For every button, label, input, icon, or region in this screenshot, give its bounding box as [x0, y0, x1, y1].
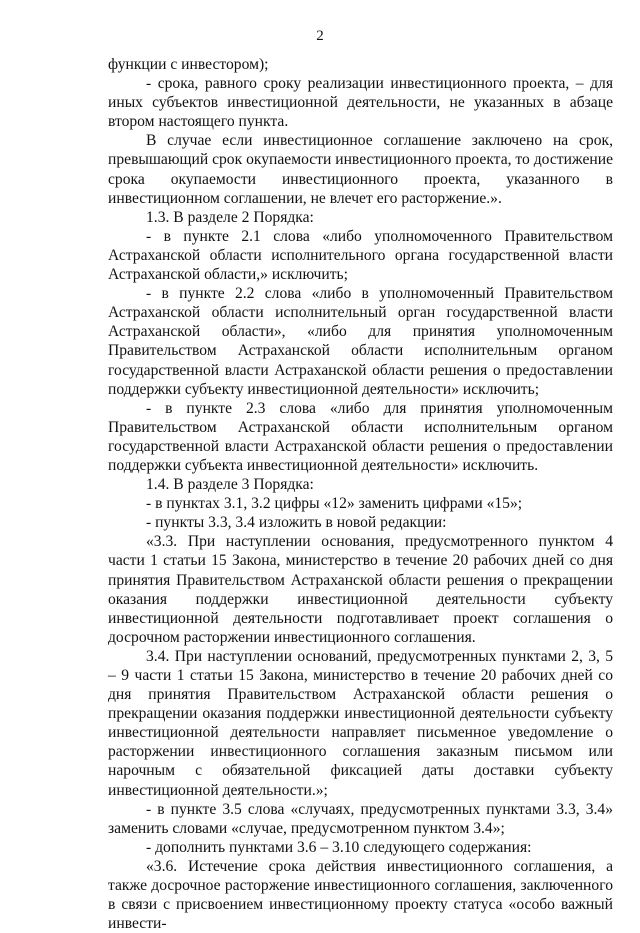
document-body	[108, 55, 613, 933]
paragraph-items-3-1-3-2: - в пунктах 3.1, 3.2 цифры «12» заменить цифрами «15»;	[146, 495, 523, 513]
page-number: 2	[316, 28, 324, 44]
paragraph-item-2-2: - в пункте 2.2 слова «либо в уполномоченный Правительством Астраханской области исполнительный орган государственной власти Астраханской области», «либо для принятия уполномоченным Правительством Астраханской области исполнительным органом государственной власти Астраханской области решения о предоставлении поддержки субъекту инвестиционной деятельности» исключить;	[108, 285, 613, 398]
paragraph-item-3-4: 3.4. При наступлении оснований, предусмотренных пунктами 2, 3, 5 – 9 части 1 статьи 15 Закона, министерство в течение 20 рабочих дней со дня принятия Правительством Астраханской области решения о прекращении оказания поддержки инвестиционной деятельности субъекту инвестиционной деятельности направляет письменное уведомление о расторжении инвестиционного соглашения заказным письмом или нарочным с обязательной фиксацией даты доставки субъекту инвестиционной деятельности.»;	[108, 647, 613, 799]
paragraph-item-3-6: «3.6. Истечение срока действия инвестиционного соглашения, а также досрочное расторжение инвестиционного соглашения, заключенного в связи с присвоением инвестиционному проекту статуса «особо важный инвести-	[108, 857, 613, 933]
paragraph-section-2-heading: 1.3. В разделе 2 Порядка:	[146, 208, 314, 226]
paragraph-item-3-5: - в пункте 3.5 слова «случаях, предусмотренных пунктами 3.3, 3.4» заменить словами «случае, предусмотренном пунктом 3.4»;	[108, 800, 613, 837]
paragraph-supplement: - дополнить пунктами 3.6 – 3.10 следующего содержания:	[146, 838, 532, 856]
paragraph-item-2-1: - в пункте 2.1 слова «либо уполномоченного Правительством Астраханской области исполнительного органа государственной власти Астраханской области,» исключить;	[108, 227, 613, 284]
paragraph-section-3-heading: 1.4. В разделе 3 Порядка:	[146, 476, 314, 494]
paragraph-item-2-3: - в пункте 2.3 слова «либо для принятия уполномоченным Правительством Астраханской области исполнительным органом государственной власти Астраханской области решения о предоставлении поддержки субъекта инвестиционной деятельности» исключить.	[108, 399, 613, 474]
paragraph-item-3-3: «3.3. При наступлении основания, предусмотренного пунктом 4 части 1 статьи 15 Закона, министерство в течение 20 рабочих дней со дня принятия Правительством Астраханской области решения о прекращении оказания поддержки инвестиционной деятельности субъекту инвестиционной деятельности подготавливает проект соглашения о досрочном расторжении инвестиционного соглашения.	[108, 533, 613, 646]
paragraph-payback-term: В случае если инвестиционное соглашение заключено на срок, превышающий срок окупаемости инвестиционного проекта, то достижение срока окупаемости инвестиционного проекта, указанного в инвестиционном соглашении, не влечет его расторжение.».	[108, 132, 614, 207]
paragraph-term-other-subjects: - срока, равного сроку реализации инвестиционного проекта, – для иных субъектов инвестиционной деятельности, не указанных в абзаце втором настоящего пункта.	[108, 75, 613, 131]
paragraph-continuation: функции с инвестором);	[108, 56, 269, 73]
paragraph-items-3-3-3-4: - пункты 3.3, 3.4 изложить в новой редакции:	[146, 514, 447, 532]
